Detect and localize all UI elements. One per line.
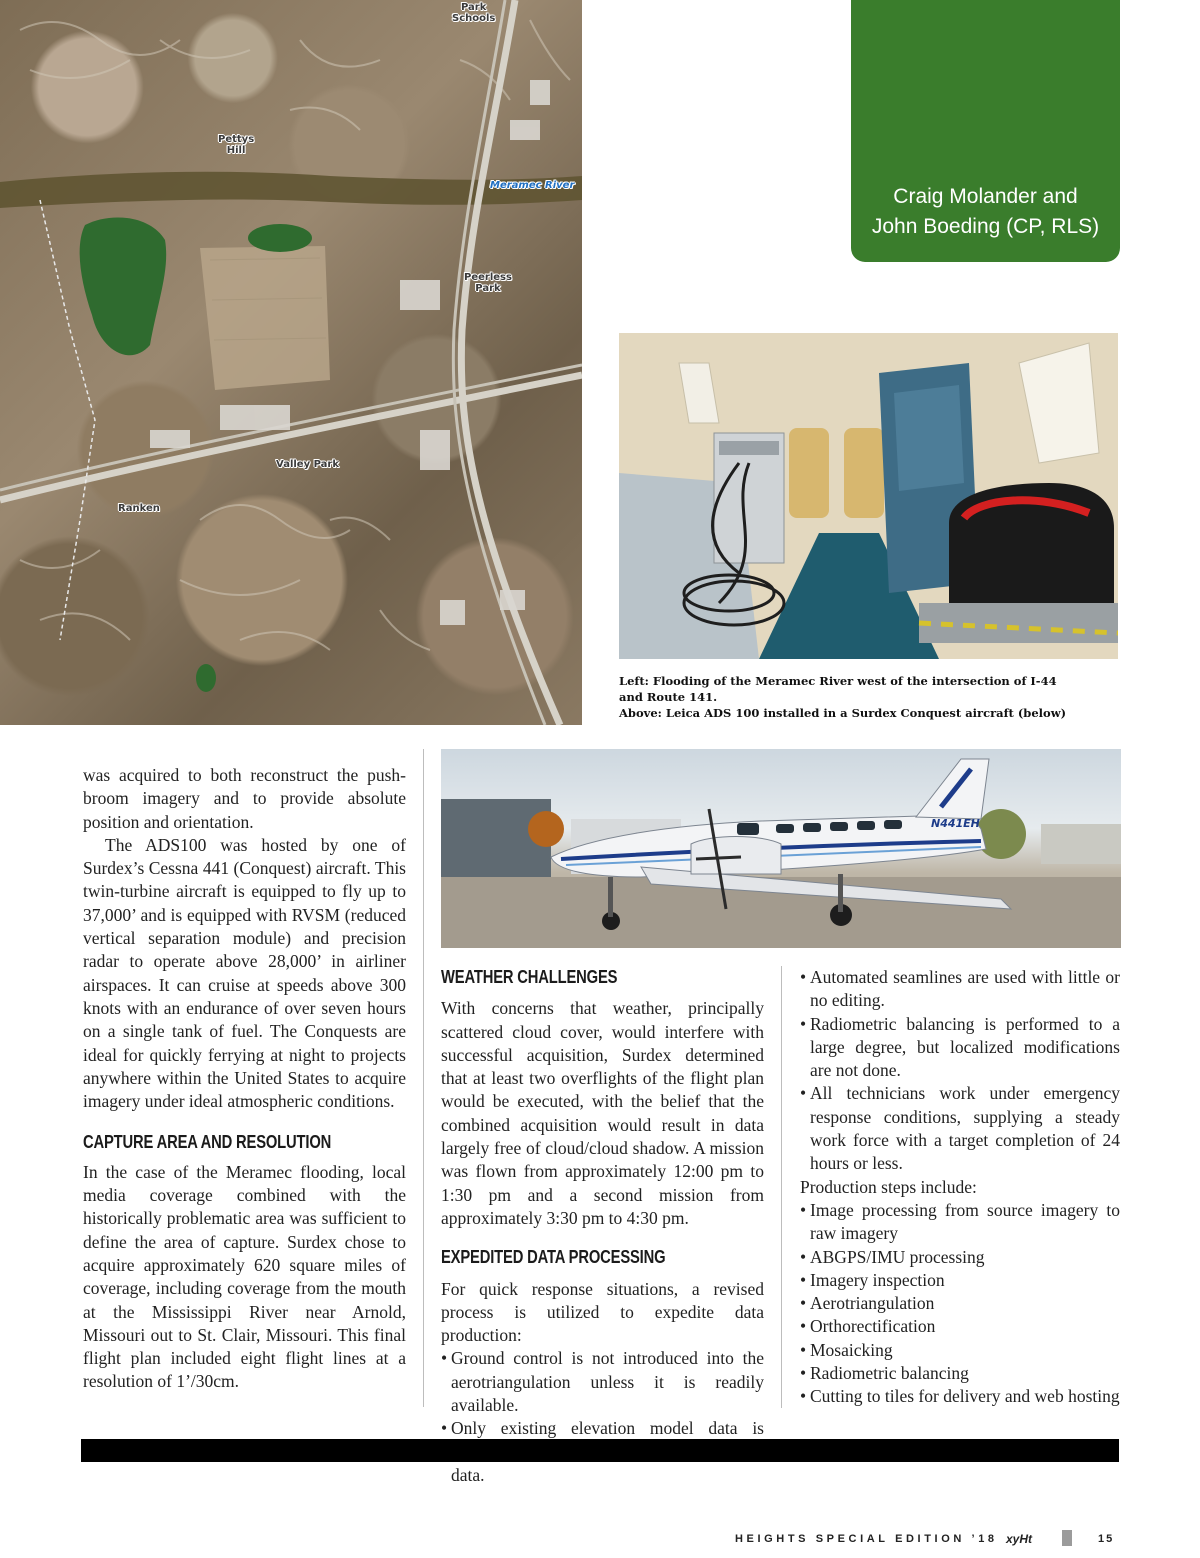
footer-black-bar — [81, 1439, 1119, 1462]
page-number: 15 — [1098, 1533, 1115, 1545]
heading-weather-challenges: WEATHER CHALLENGES — [441, 967, 618, 987]
map-label-peerless: Peerless — [464, 272, 512, 283]
author-line-2: John Boeding (CP, RLS) — [871, 215, 1100, 238]
article-column-1 — [83, 764, 406, 1394]
column-divider-1 — [423, 749, 424, 1407]
map-label-peerless-park — [464, 272, 512, 294]
heading-expedited-processing: EXPEDITED DATA PROCESSING — [441, 1247, 666, 1268]
photo-caption — [619, 673, 1119, 721]
caption-line-1: Left: Flooding of the Meramec River west of the intersection of I-44 — [619, 674, 1057, 688]
list-item: • Ground control is not introduced into the aerotriangulation unless it is readily available. — [441, 1347, 764, 1417]
caption-line-2: and Route 141. — [619, 690, 718, 704]
col3-bullet-list-b — [800, 1199, 1120, 1409]
map-label-park-2: Park — [475, 283, 501, 294]
plane-drawing — [441, 749, 1121, 948]
col2-paragraph-1: With concerns that weather, principally scattered cloud cover, would interfere with successful acquisition, Surdex determined that at least two overflights of the flight plan would be executed, with the belief that the combined acquisition would result in data largely free of cloud/cloud shadow. A mission was flown from approximately 12:00 pm to 1:30 pm and a second mission from approximately 3:30 pm to 4:30 pm. — [441, 998, 764, 1228]
article-column-3 — [800, 966, 1120, 1409]
interior-drawing — [619, 333, 1118, 659]
list-item: • Radiometric balancing — [800, 1362, 1120, 1385]
production-steps-intro: Production steps include: — [800, 1176, 977, 1197]
author-line-1: Craig Molander and — [893, 185, 1078, 208]
plane-tail-number: N441EH — [931, 817, 980, 830]
col1-paragraph-2: The ADS100 was hosted by one of Surdex’s Cessna 441 (Conquest) aircraft. This twin-turbine aircraft is equipped to fly up to 37,000’ and is equipped with RVSM (reduced vertical separation module) and precision radar to operate above 28,000’ in airliner airspaces. It can cruise at speeds above 300 knots with an endurance of over seven hours on a single tank of fuel. The Conquests are ideal for quickly ferrying at night to projects anywhere within the United States to acquire imagery under ideal atmospheric conditions. — [83, 834, 406, 1112]
col1-paragraph-1: was acquired to both reconstruct the push-broom imagery and to provide absolute position and orientation. — [83, 765, 406, 832]
list-item: • Automated seamlines are used with little or no editing. — [800, 966, 1120, 1013]
map-label-park-schools — [452, 2, 495, 24]
list-item: • Aerotriangulation — [800, 1292, 1120, 1315]
col2-paragraph-2: For quick response situations, a revised process is utilized to expedite data production: — [441, 1278, 764, 1346]
article-column-2 — [441, 966, 764, 1487]
list-item: • Only existing elevation model data is data. — [441, 1417, 764, 1487]
map-label-meramec-river: Meramec River — [490, 180, 575, 191]
cessna-conquest-photo — [441, 749, 1121, 948]
list-item: • Mosaicking — [800, 1339, 1120, 1362]
footer-brand-logo: xyHt — [1006, 1532, 1033, 1546]
aerial-flood-map — [0, 0, 582, 725]
map-label-park: Park — [460, 2, 487, 13]
col1-paragraph-3: In the case of the Meramec flooding, local media coverage combined with the historically problematic area was sufficient to define the area of capture. Surdex chose to acquire approximately 620 square miles of coverage, including coverage from the mouth at the Mississippi River near Arnold, Missouri out to St. Clair, Missouri. This final flight plan included eight flight lines at a resolution of 1’/30cm. — [83, 1161, 406, 1392]
footer-edition: HEIGHTS SPECIAL EDITION ’18 — [735, 1533, 998, 1545]
map-label-ranken: Ranken — [118, 503, 160, 514]
list-item: • Cutting to tiles for delivery and web hosting — [800, 1385, 1120, 1408]
list-item: • Imagery inspection — [800, 1269, 1120, 1292]
column-divider-2 — [781, 966, 782, 1408]
list-item: • Image processing from source imagery to raw imagery — [800, 1199, 1120, 1246]
map-label-valley-park: Valley Park — [276, 459, 339, 470]
heading-capture-area: CAPTURE AREA AND RESOLUTION — [83, 1132, 332, 1153]
map-label-hill: Hill — [226, 145, 246, 156]
author-byline-tab — [851, 0, 1120, 262]
map-drawing — [0, 0, 582, 725]
list-item: • All technicians work under emergency response conditions, supplying a steady work force with a target completion of 24 hours or less. — [800, 1082, 1120, 1175]
footer-grey-block — [1062, 1530, 1072, 1546]
map-label-pettys: Pettys — [218, 134, 255, 145]
caption-line-3: Above: Leica ADS 100 installed in a Surdex Conquest aircraft (below) — [619, 706, 1067, 720]
col3-bullet-list-a — [800, 966, 1120, 1176]
col2-bullet-list — [441, 1347, 764, 1487]
aircraft-interior-photo — [619, 333, 1118, 659]
list-item: • Orthorectification — [800, 1315, 1120, 1338]
map-label-schools: Schools — [452, 13, 496, 24]
list-item: • ABGPS/IMU processing — [800, 1246, 1120, 1269]
map-label-pettys-hill — [218, 134, 254, 156]
list-item: • Radiometric balancing is performed to a large degree, but localized modifications are not done. — [800, 1013, 1120, 1083]
